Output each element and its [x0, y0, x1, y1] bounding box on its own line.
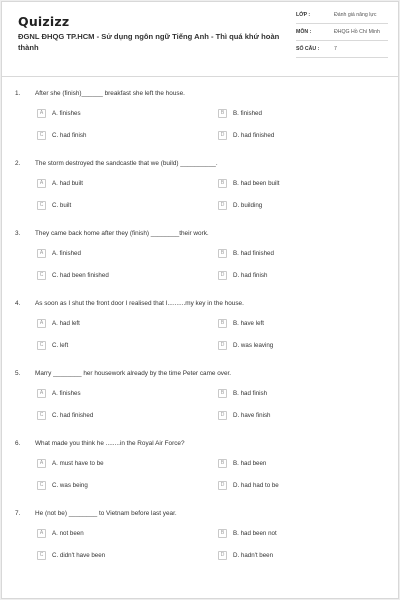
option-b[interactable]	[218, 388, 267, 398]
option-letter-badge: D	[218, 201, 227, 210]
option-letter-badge: C	[37, 411, 46, 420]
quizizz-logo: Quizizz	[18, 14, 70, 29]
option-letter-badge: D	[218, 131, 227, 140]
option-b[interactable]	[218, 108, 262, 118]
option-b[interactable]	[218, 248, 274, 258]
option-text: B. finished	[233, 109, 262, 117]
worksheet-meta	[296, 12, 388, 63]
option-text: B. had finished	[233, 249, 274, 257]
option-a[interactable]	[37, 318, 80, 328]
option-text: C. had finish	[52, 131, 87, 139]
option-c[interactable]	[37, 410, 93, 420]
option-letter-badge: C	[37, 341, 46, 350]
question-number: 7.	[15, 510, 21, 517]
option-a[interactable]	[37, 388, 81, 398]
option-text: C. was being	[52, 481, 88, 489]
question-text: As soon as I shut the front door I realised that I..........my key in the house.	[35, 300, 244, 307]
question-number: 6.	[15, 440, 21, 447]
question-text: Marry ________ her housework already by the time Peter came over.	[35, 370, 232, 377]
option-letter-badge: C	[37, 551, 46, 560]
worksheet-title: ĐGNL ĐHQG TP.HCM - Sử dụng ngôn ngữ Tiếng Anh - Thì quá khứ hoàn thành	[18, 32, 280, 52]
option-letter-badge: C	[37, 271, 46, 280]
option-letter-badge: A	[37, 179, 46, 188]
option-a[interactable]	[37, 108, 81, 118]
meta-value: Đánh giá năng lực	[334, 12, 377, 18]
option-text: A. had left	[52, 319, 80, 327]
question-text: They came back home after they (finish) ________their work.	[35, 230, 209, 237]
option-b[interactable]	[218, 458, 266, 468]
header-divider	[2, 76, 398, 77]
option-text: A. finished	[52, 249, 81, 257]
option-b[interactable]	[218, 178, 279, 188]
meta-row-class	[296, 12, 388, 24]
option-b[interactable]	[218, 318, 264, 328]
option-letter-badge: A	[37, 529, 46, 538]
option-letter-badge: B	[218, 459, 227, 468]
question-number: 2.	[15, 160, 21, 167]
option-text: B. had been not	[233, 529, 277, 537]
option-c[interactable]	[37, 340, 68, 350]
option-c[interactable]	[37, 270, 109, 280]
question-number: 4.	[15, 300, 21, 307]
option-letter-badge: B	[218, 319, 227, 328]
meta-value: ĐHQG Hồ Chí Minh	[334, 29, 380, 35]
option-text: C. didn't have been	[52, 551, 106, 559]
option-letter-badge: D	[218, 411, 227, 420]
option-text: D. have finish	[233, 411, 271, 419]
option-b[interactable]	[218, 528, 277, 538]
option-text: D. had had to be	[233, 481, 279, 489]
meta-value: 7	[334, 46, 337, 52]
option-d[interactable]	[218, 130, 274, 140]
option-d[interactable]	[218, 410, 271, 420]
option-d[interactable]	[218, 480, 279, 490]
option-letter-badge: B	[218, 529, 227, 538]
option-letter-badge: C	[37, 131, 46, 140]
option-c[interactable]	[37, 130, 86, 140]
option-letter-badge: A	[37, 249, 46, 258]
option-letter-badge: B	[218, 179, 227, 188]
option-letter-badge: B	[218, 389, 227, 398]
option-letter-badge: D	[218, 271, 227, 280]
question-text: He (not be) ________ to Vietnam before last year.	[35, 510, 177, 517]
meta-row-count	[296, 46, 388, 58]
option-text: A. finishes	[52, 389, 81, 397]
option-text: B. had been built	[233, 179, 280, 187]
option-c[interactable]	[37, 200, 71, 210]
option-c[interactable]	[37, 480, 88, 490]
option-text: D. building	[233, 201, 263, 209]
option-a[interactable]	[37, 528, 84, 538]
option-letter-badge: A	[37, 109, 46, 118]
question-number: 3.	[15, 230, 21, 237]
option-d[interactable]	[218, 550, 273, 560]
option-a[interactable]	[37, 248, 81, 258]
option-letter-badge: C	[37, 201, 46, 210]
question-number: 1.	[15, 90, 21, 97]
option-letter-badge: C	[37, 481, 46, 490]
option-text: D. had finished	[233, 131, 275, 139]
option-text: A. must have to be	[52, 459, 104, 467]
option-text: D. was leaving	[233, 341, 274, 349]
question-number: 5.	[15, 370, 21, 377]
option-text: A. finishes	[52, 109, 81, 117]
meta-row-subject	[296, 29, 388, 41]
option-letter-badge: A	[37, 319, 46, 328]
option-text: C. built	[52, 201, 72, 209]
option-d[interactable]	[218, 200, 262, 210]
option-text: D. hadn't been	[233, 551, 274, 559]
worksheet-page	[1, 1, 399, 599]
option-c[interactable]	[37, 550, 105, 560]
option-letter-badge: D	[218, 341, 227, 350]
option-a[interactable]	[37, 178, 83, 188]
meta-key: LỚP :	[296, 12, 311, 18]
option-text: D. had finish	[233, 271, 268, 279]
option-letter-badge: B	[218, 249, 227, 258]
meta-key: MÔN :	[296, 29, 312, 35]
option-text: B. had been	[233, 459, 267, 467]
option-text: C. had finished	[52, 411, 94, 419]
option-letter-badge: A	[37, 389, 46, 398]
option-d[interactable]	[218, 340, 273, 350]
question-text: The storm destroyed the sandcastle that we (build) __________.	[35, 160, 218, 167]
question-text: After she (finish)______ breakfast she left the house.	[35, 90, 185, 97]
option-text: A. not been	[52, 529, 84, 537]
option-d[interactable]	[218, 270, 267, 280]
option-letter-badge: D	[218, 551, 227, 560]
option-text: B. have left	[233, 319, 264, 327]
option-letter-badge: B	[218, 109, 227, 118]
option-letter-badge: A	[37, 459, 46, 468]
question-text: What made you think he ........in the Royal Air Force?	[35, 440, 185, 447]
option-text: C. left	[52, 341, 69, 349]
option-text: B. had finish	[233, 389, 268, 397]
option-a[interactable]	[37, 458, 104, 468]
meta-key: SỐ CÂU :	[296, 46, 320, 52]
option-text: C. had been finished	[52, 271, 109, 279]
option-text: A. had built	[52, 179, 83, 187]
option-letter-badge: D	[218, 481, 227, 490]
